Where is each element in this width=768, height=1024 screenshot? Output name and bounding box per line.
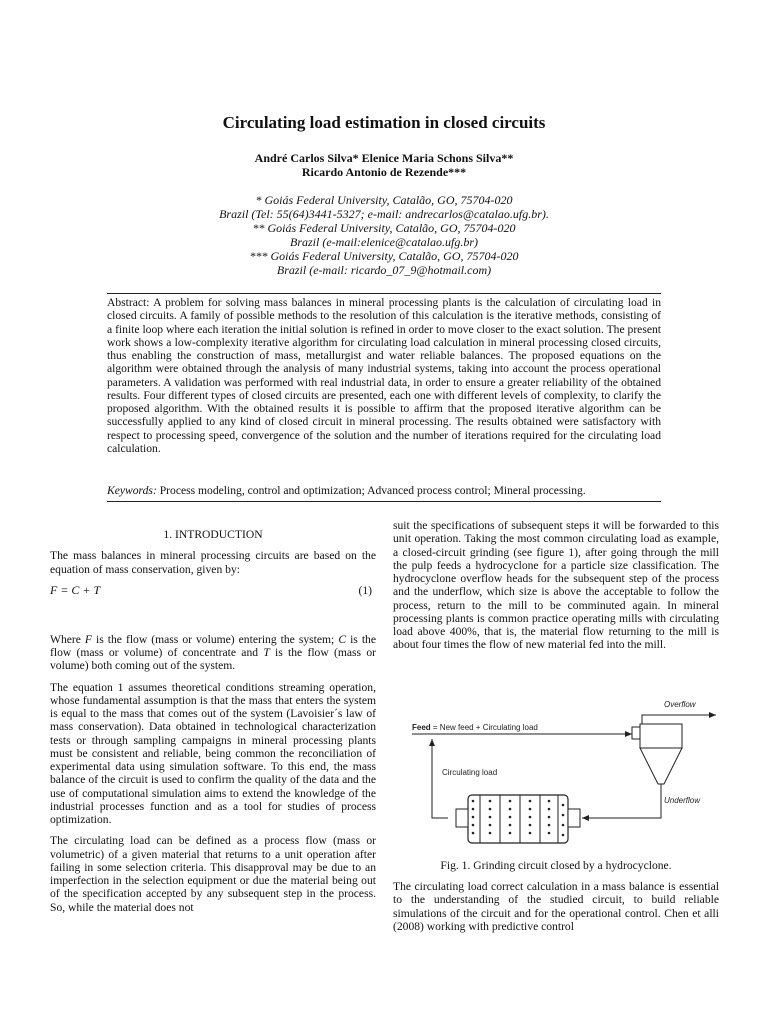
- circulating-load-label: Circulating load: [442, 768, 498, 777]
- affiliation-line: Brazil (e-mail: ricardo_07_9@hotmail.com): [276, 263, 492, 277]
- symbol-t: T: [263, 646, 270, 659]
- hydrocyclone-icon: [632, 724, 682, 784]
- paragraph: The circulating load correct calculation in a mass balance is essential to the understanding of the studied circuit, to build reliable simulations of the circuit and for the operational control. Chen et alli (2008) working with predictive control: [393, 880, 719, 933]
- affiliation-line: * Goiás Federal University, Catalão, GO, 75704-020: [255, 193, 513, 207]
- symbol-f: F: [84, 632, 93, 646]
- text-run: is the flow (mass or volume) both coming out of the system.: [50, 646, 376, 673]
- overflow-arrow: [642, 715, 716, 724]
- paragraph: The circulating load can be defined as a process flow (mass or volumetric) of a given material that returns to a unit operation after failing in some selection criteria. This disapproval may be due to an imperfection in the selection equipment or due the material being out of the specification accepted by any subsequent step in the process. So, while the material does not: [50, 834, 376, 914]
- symbol-c: C: [338, 632, 347, 646]
- equation-1: [50, 584, 376, 600]
- affiliation-line: Brazil (Tel: 55(64)3441-5327; e-mail: andrecarlos@catalao.ufg.br).: [219, 207, 549, 221]
- text-run: is the flow (mass or volume) entering the system;: [92, 632, 339, 646]
- author-list: [0, 151, 768, 179]
- keywords-text: Process modeling, control and optimization; Advanced process control; Mineral processing.: [159, 484, 586, 497]
- paragraph: [50, 633, 376, 673]
- authors-line-2: Ricardo Antonio de Rezende***: [301, 165, 467, 179]
- paper-title: Circulating load estimation in closed circuits: [222, 113, 546, 132]
- affiliation-line: *** Goiás Federal University, Catalão, GO, 75704-020: [249, 249, 519, 263]
- paragraph: suit the specifications of subsequent steps it will be forwarded to this unit operation. Taking the most common circulating load as example, a closed-circuit grinding (see figure 1), after going through the mill the pulp feeds a hydrocyclone for a particle size classification. The hydrocyclone overflow heads for the subsequent step of the process and the underflow, which size is above the acceptable to follow the process, return to the mill to be comminuted again. In mineral processing plants is common practice operating mills with circulating load above 400%, that is, the material flow returning to the mill is about four times the flow of new material fed into the mill.: [393, 519, 719, 652]
- keywords-label: Keywords:: [107, 484, 157, 497]
- right-column: [393, 519, 719, 660]
- feed-label: Feed = New feed + Circulating load: [412, 723, 538, 732]
- authors-line-1: André Carlos Silva* Elenice Maria Schons Silva**: [254, 151, 514, 165]
- overflow-label: Overflow: [664, 700, 696, 709]
- abstract-text: Abstract: A problem for solving mass balances in mineral processing plants is the calculation of circulating load in closed circuits. A family of possible methods to the resolution of this calculation is the iterative methods, consisting of a finite loop where each iteration the initial solution is refined in order to move closer to the exact solution. The present work shows a low-complexity iterative algorithm for circulating load calculation in mineral processing closed circuits, thus enabling the construction of mass, metallurgist and water reliable balances. The proposed equations on the algorithm were obtained through the analysis of many industrial systems, taking into account the process operational parameters. A validation was performed with real industrial data, in order to ensure a greater reliability of the obtained results. Four different types of closed circuits are presented, each one with different levels of complexity, to clarify the proposed algorithm. With the obtained results it is possible to affirm that the proposed iterative algorithm can be successfully applied to any kind of closed circuit in mineral processing. The results obtained were satisfactory with respect to processing speed, convergence of the solution and the number of iterations required for the circulating load calculation.: [107, 296, 661, 455]
- ball-mill-icon: [456, 795, 580, 843]
- circulating-load-arrow: [432, 739, 448, 818]
- section-heading: 1. INTRODUCTION: [163, 528, 263, 541]
- affiliation-line: Brazil (e-mail:elenice@catalao.ufg.br): [290, 235, 478, 249]
- underflow-label: Underflow: [664, 796, 701, 805]
- keywords-line: [107, 484, 661, 497]
- equation-number: (1): [358, 583, 372, 597]
- text-run: is the flow (mass or volume) of concentrate and: [50, 632, 376, 659]
- equation-expression: F = C + T: [50, 582, 101, 597]
- text-run: Where: [50, 632, 85, 646]
- affiliations: [0, 193, 768, 277]
- underflow-arrow: [582, 784, 661, 818]
- figure-caption: Fig. 1. Grinding circuit closed by a hydrocyclone.: [440, 859, 672, 872]
- left-column: [50, 528, 376, 922]
- paragraph: The equation 1 assumes theoretical conditions streaming operation, whose fundamental assumption is that the mass that enters the system is equal to the mass that comes out of the system (Lavoisier´s law of mass conservation). Data obtained in technological characterization tests or through sampling campaigns in mineral processing plants must be consistent and reliable, being common the reconciliation of experimental data using simulation software. To this end, the mass balance of the circuit is used to confirm the quality of the data and the use of computational simulation aims to extend the knowledge of the industrial processes function and as a tool for studies of process optimization.: [50, 680, 376, 826]
- grinding-circuit-figure: [400, 697, 720, 852]
- affiliation-line: ** Goiás Federal University, Catalão, GO, 75704-020: [252, 221, 516, 235]
- paragraph: The mass balances in mineral processing circuits are based on the equation of mass conservation, given by:: [50, 549, 376, 576]
